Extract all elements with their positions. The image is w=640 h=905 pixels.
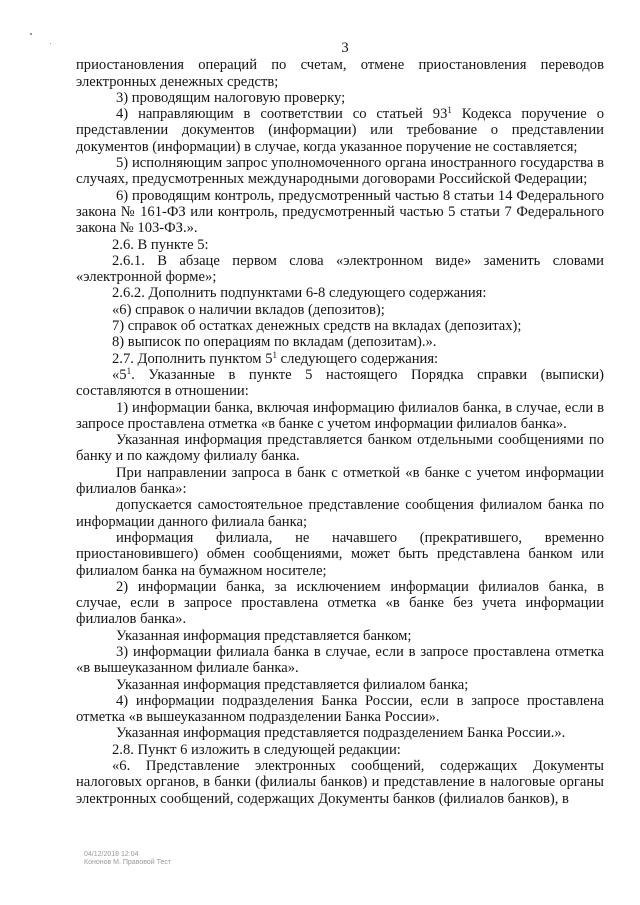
superscript: 1 (272, 349, 277, 360)
paragraph (76, 57, 604, 90)
text-run: Указанная информация представляется подразделением Банка России.». (116, 725, 566, 742)
text-run: 2.7. Дополнить пунктом 5 (112, 350, 273, 367)
text-run: 8) выписок по операциям по вкладам (депозитам).». (112, 334, 437, 351)
text-run: Указанная информация представляется филиалом банка; (116, 676, 469, 693)
paragraph (76, 579, 604, 628)
paragraph (76, 693, 604, 726)
superscript: 1 (126, 365, 132, 376)
paragraph (76, 432, 604, 465)
text-run: следующего содержания: (277, 350, 439, 367)
paragraph (76, 644, 604, 677)
text-run: . Указанные в пункте 5 настоящего Порядка справки (выписки) составляются в отношении: (76, 366, 604, 400)
text-run: 2.6.1. В абзаце первом слова «электронном виде» заменить словами «электронной форме»; (76, 252, 604, 286)
scan-speck (50, 43, 51, 44)
paragraph (76, 285, 604, 301)
paragraph (76, 628, 604, 644)
text-run: 7) справок об остатках денежных средств на вкладах (депозитах); (112, 318, 522, 335)
paragraph (76, 334, 604, 350)
text-run: 4) информации подразделения Банка России, если в запросе проставлена отметка «в вышеуказанном подразделении Банка России». (76, 692, 604, 726)
text-run: «6. Представление электронных сообщений, содержащих Документы налоговых органов, в банки (филиалы банков) и представление в налоговые органы электронных сообщений, содержащих Документы банков (филиалов банков), в (76, 758, 604, 807)
paragraph (76, 302, 604, 318)
paragraph (76, 90, 604, 106)
text-run: 5) исполняющим запрос уполномоченного органа иностранного государства в случаях, предусмотренных международными договорами Российской Федерации; (76, 155, 604, 188)
text-run: 6) проводящим контроль, предусмотренный частью 8 статьи 14 Федерального закона № 161-ФЗ или контроль, предусмотренный частью 5 статьи 7 Федерального закона № 103-ФЗ.». (76, 187, 604, 237)
text-run: информация филиала, не начавшего (прекратившего, временно приостановившего) обмен сообщениями, может быть представлена банком или филиалом банка на бумажном носителе; (76, 529, 604, 579)
page-number: 3 (341, 40, 349, 56)
document-page (76, 40, 604, 807)
text-run: 2.6.2. Дополнить подпунктами 6-8 следующего содержания: (112, 285, 487, 302)
text-run: 2.8. Пункт 6 изложить в следующей редакции: (112, 741, 401, 758)
text-run: 3) проводящим налоговую проверку; (116, 89, 346, 106)
text-run: «5 (112, 366, 127, 383)
text-run: 2) информации банка, за исключением информации филиалов банка, в случае, если в запросе проставлена отметка «в банке без учета информации филиалов банка». (76, 578, 604, 628)
paragraph (76, 237, 604, 253)
text-run: 4) направляющим в соответствии со статьей 93 (116, 106, 448, 123)
paragraph (76, 725, 604, 741)
text-run: допускается самостоятельное представление сообщения филиалом банка по информации данного филиала банка; (76, 497, 604, 530)
paragraph (76, 530, 604, 579)
paragraph (76, 188, 604, 237)
document-body (76, 57, 604, 807)
text-run: Кодекса поручение о представлении документов (информации) или требование о представлении документов (информации) в случае, когда указанное поручение не составляется; (76, 106, 605, 155)
footer-stamp-author: Кононов М. Правовой Тест (84, 859, 172, 866)
footer-stamp (84, 851, 171, 867)
paragraph (76, 318, 604, 334)
text-run: Указанная информация представляется банком; (116, 627, 412, 644)
paragraph (76, 400, 604, 433)
text-run: 1) информации банка, включая информацию филиалов банка, в случае, если в запросе проставлена отметка «в банке с учетом информации филиалов банка». (76, 399, 604, 432)
paragraph (76, 758, 604, 807)
text-run: 3) информации филиала банка в случае, если в запросе проставлена отметка «в вышеуказанном филиале банка». (76, 643, 604, 677)
superscript: 1 (447, 105, 452, 116)
paragraph (76, 106, 604, 155)
paragraph (76, 367, 604, 400)
paragraph (76, 253, 604, 286)
paragraph (76, 465, 604, 498)
paragraph (76, 351, 604, 367)
text-run: приостановления операций по счетам, отмене приостановления переводов электронных денежных средств; (76, 57, 604, 90)
text-run: Указанная информация представляется банком отдельными сообщениями по банку и по каждому филиалу банка. (76, 432, 604, 465)
paragraph (76, 742, 604, 758)
text-run: При направлении запроса в банк с отметкой «в банке с учетом информации филиалов банка»: (76, 464, 604, 498)
paragraph (76, 677, 604, 693)
paragraph (76, 155, 604, 188)
scan-speck (30, 33, 32, 35)
text-run: 2.6. В пункте 5: (112, 236, 209, 253)
paragraph (76, 497, 604, 530)
text-run: «6) справок о наличии вкладов (депозитов); (112, 301, 385, 318)
footer-stamp-date: 04/12/2018 12:04 (84, 851, 139, 858)
